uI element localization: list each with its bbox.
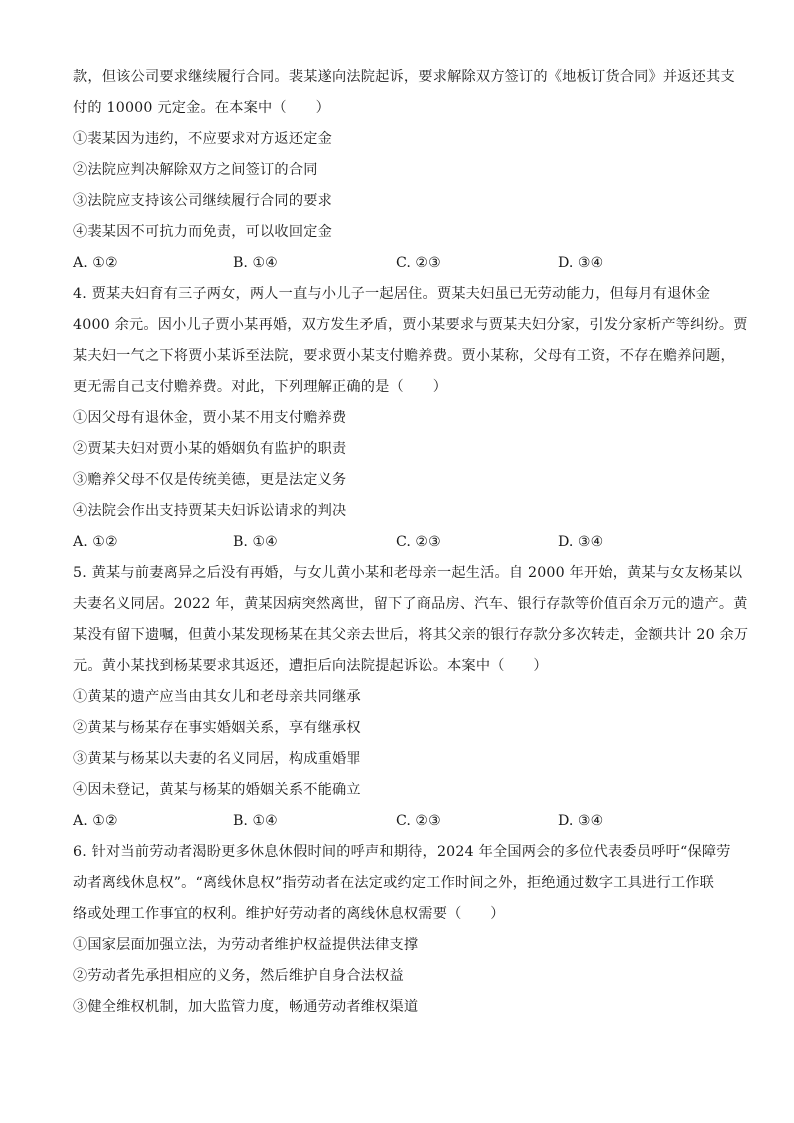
question-stem-line: 动者离线休息权”。“离线休息权”指劳动者在法定或约定工作时间之外，拒绝通过数字工具进行工作联	[73, 875, 715, 891]
option-statement: ③赡养父母不仅是传统美德，更是法定义务	[73, 472, 347, 488]
option-statement: ③黄某与杨某以夫妻的名义同居，构成重婚罪	[73, 751, 361, 767]
option-statement: ④法院会作出支持贾某夫妇诉讼请求的判决	[73, 503, 347, 519]
question-stem-line: 某没有留下遗嘱，但黄小某发现杨某在其父亲去世后，将其父亲的银行存款分多次转走，金额共计 20 余万	[73, 627, 749, 643]
question-stem-line: 元。黄小某找到杨某要求其返还，遭拒后向法院提起诉讼。本案中（ ）	[73, 658, 548, 674]
question-stem-line: 5. 黄某与前妻离异之后没有再婚，与女儿黄小某和老母亲一起生活。自 2000 年开始，黄某与女友杨某以	[73, 565, 743, 581]
choice-b: B. ①④	[233, 255, 278, 271]
question-5	[73, 558, 749, 837]
choice-a: A. ①②	[73, 813, 118, 829]
choice-b: B. ①④	[233, 813, 278, 829]
choice-a: A. ①②	[73, 534, 118, 550]
option-statement: ②法院应判决解除双方之间签订的合同	[73, 162, 318, 178]
option-statement: ④裴某因不可抗力而免责，可以收回定金	[73, 224, 332, 240]
question-stem-line: 4000 余元。因小儿子贾小某再婚，双方发生矛盾，贾小某要求与贾某夫妇分家，引发分家析产等纠纷。贾	[73, 317, 748, 333]
document-page	[73, 62, 749, 1023]
question-stem-line: 付的 10000 元定金。在本案中（ ）	[73, 100, 330, 116]
choice-c: C. ②③	[396, 255, 441, 271]
question-stem-line: 络或处理工作事宜的权利。维护好劳动者的离线休息权需要（ ）	[73, 906, 505, 922]
choice-d: D. ③④	[558, 813, 604, 829]
option-statement: ②黄某与杨某存在事实婚姻关系，享有继承权	[73, 720, 361, 736]
option-statement: ①国家层面加强立法，为劳动者维护权益提供法律支撑	[73, 937, 419, 953]
question-stem-line: 某夫妇一气之下将贾小某诉至法院，要求贾小某支付赡养费。贾小某称，父母有工资，不存在赡养问题，	[73, 348, 735, 364]
option-statement: ③法院应支持该公司继续履行合同的要求	[73, 193, 332, 209]
option-statement: ①黄某的遗产应当由其女儿和老母亲共同继承	[73, 689, 361, 705]
question-stem-line: 夫妻名义同居。2022 年，黄某因病突然离世，留下了商品房、汽车、银行存款等价值百余万元的遗产。黄	[73, 596, 748, 612]
choice-d: D. ③④	[558, 534, 604, 550]
choice-c: C. ②③	[396, 813, 441, 829]
question-3	[73, 62, 735, 279]
question-stem-line: 6. 针对当前劳动者渴盼更多休息休假时间的呼声和期待，2024 年全国两会的多位代表委员呼吁“保障劳	[73, 844, 731, 860]
question-stem-line: 更无需自己支付赡养费。对此，下列理解正确的是（ ）	[73, 379, 448, 395]
choice-c: C. ②③	[396, 534, 441, 550]
choice-b: B. ①④	[233, 534, 278, 550]
question-6	[73, 837, 731, 1023]
option-statement: ①因父母有退休金，贾小某不用支付赡养费	[73, 410, 347, 426]
option-statement: ②劳动者先承担相应的义务，然后维护自身合法权益	[73, 968, 404, 984]
question-stem-line: 4. 贾某夫妇育有三子两女，两人一直与小儿子一起居住。贾某夫妇虽已无劳动能力，但每月有退休金	[73, 286, 711, 302]
choice-d: D. ③④	[558, 255, 604, 271]
question-4	[73, 279, 748, 558]
option-statement: ④因未登记，黄某与杨某的婚姻关系不能确立	[73, 782, 361, 798]
answer-choices	[73, 806, 723, 837]
answer-choices	[73, 527, 723, 558]
option-statement: ①裴某因为违约，不应要求对方返还定金	[73, 131, 332, 147]
choice-a: A. ①②	[73, 255, 118, 271]
question-stem-line: 款，但该公司要求继续履行合同。裴某遂向法院起诉，要求解除双方签订的《地板订货合同》并返还其支	[73, 69, 735, 85]
option-statement: ③健全维权机制，加大监管力度，畅通劳动者维权渠道	[73, 999, 419, 1015]
option-statement: ②贾某夫妇对贾小某的婚姻负有监护的职责	[73, 441, 347, 457]
answer-choices	[73, 248, 723, 279]
